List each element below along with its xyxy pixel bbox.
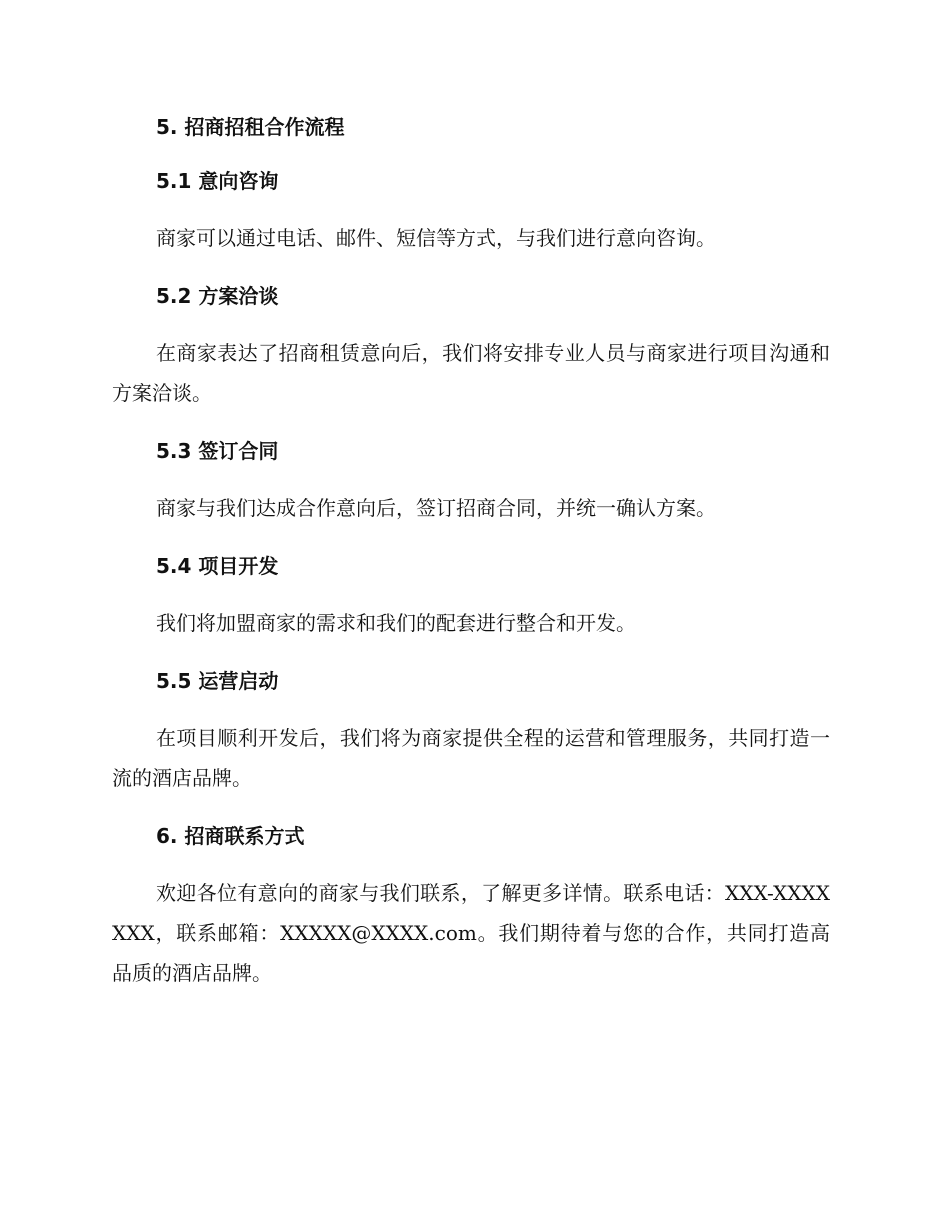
section-heading-5-1: 5.1 意向咨询: [156, 169, 279, 193]
section-heading-6: 6. 招商联系方式: [156, 824, 305, 848]
paragraph-5-2: 在商家表达了招商租赁意向后，我们将安排专业人员与商家进行项目沟通和方案洽谈。: [112, 341, 830, 405]
section-heading-5: 5. 招商招租合作流程: [156, 115, 345, 139]
paragraph-6-contact: 欢迎各位有意向的商家与我们联系，了解更多详情。联系电话：XXX-XXXXXXX，联系邮箱：XXXXX@XXXX.com。我们期待着与您的合作，共同打造高品质的酒店品牌。: [112, 881, 830, 985]
section-heading-5-2: 5.2 方案洽谈: [156, 284, 279, 308]
document-page: [112, 110, 830, 993]
section-heading-5-4: 5.4 项目开发: [156, 554, 279, 578]
section-heading-5-5: 5.5 运营启动: [156, 669, 279, 693]
paragraph-5-5: 在项目顺利开发后，我们将为商家提供全程的运营和管理服务，共同打造一流的酒店品牌。: [112, 726, 830, 790]
section-heading-5-3: 5.3 签订合同: [156, 439, 279, 463]
paragraph-5-4: 我们将加盟商家的需求和我们的配套进行整合和开发。: [156, 611, 636, 635]
paragraph-5-3: 商家与我们达成合作意向后，签订招商合同，并统一确认方案。: [156, 496, 716, 520]
paragraph-5-1: 商家可以通过电话、邮件、短信等方式，与我们进行意向咨询。: [156, 226, 716, 250]
